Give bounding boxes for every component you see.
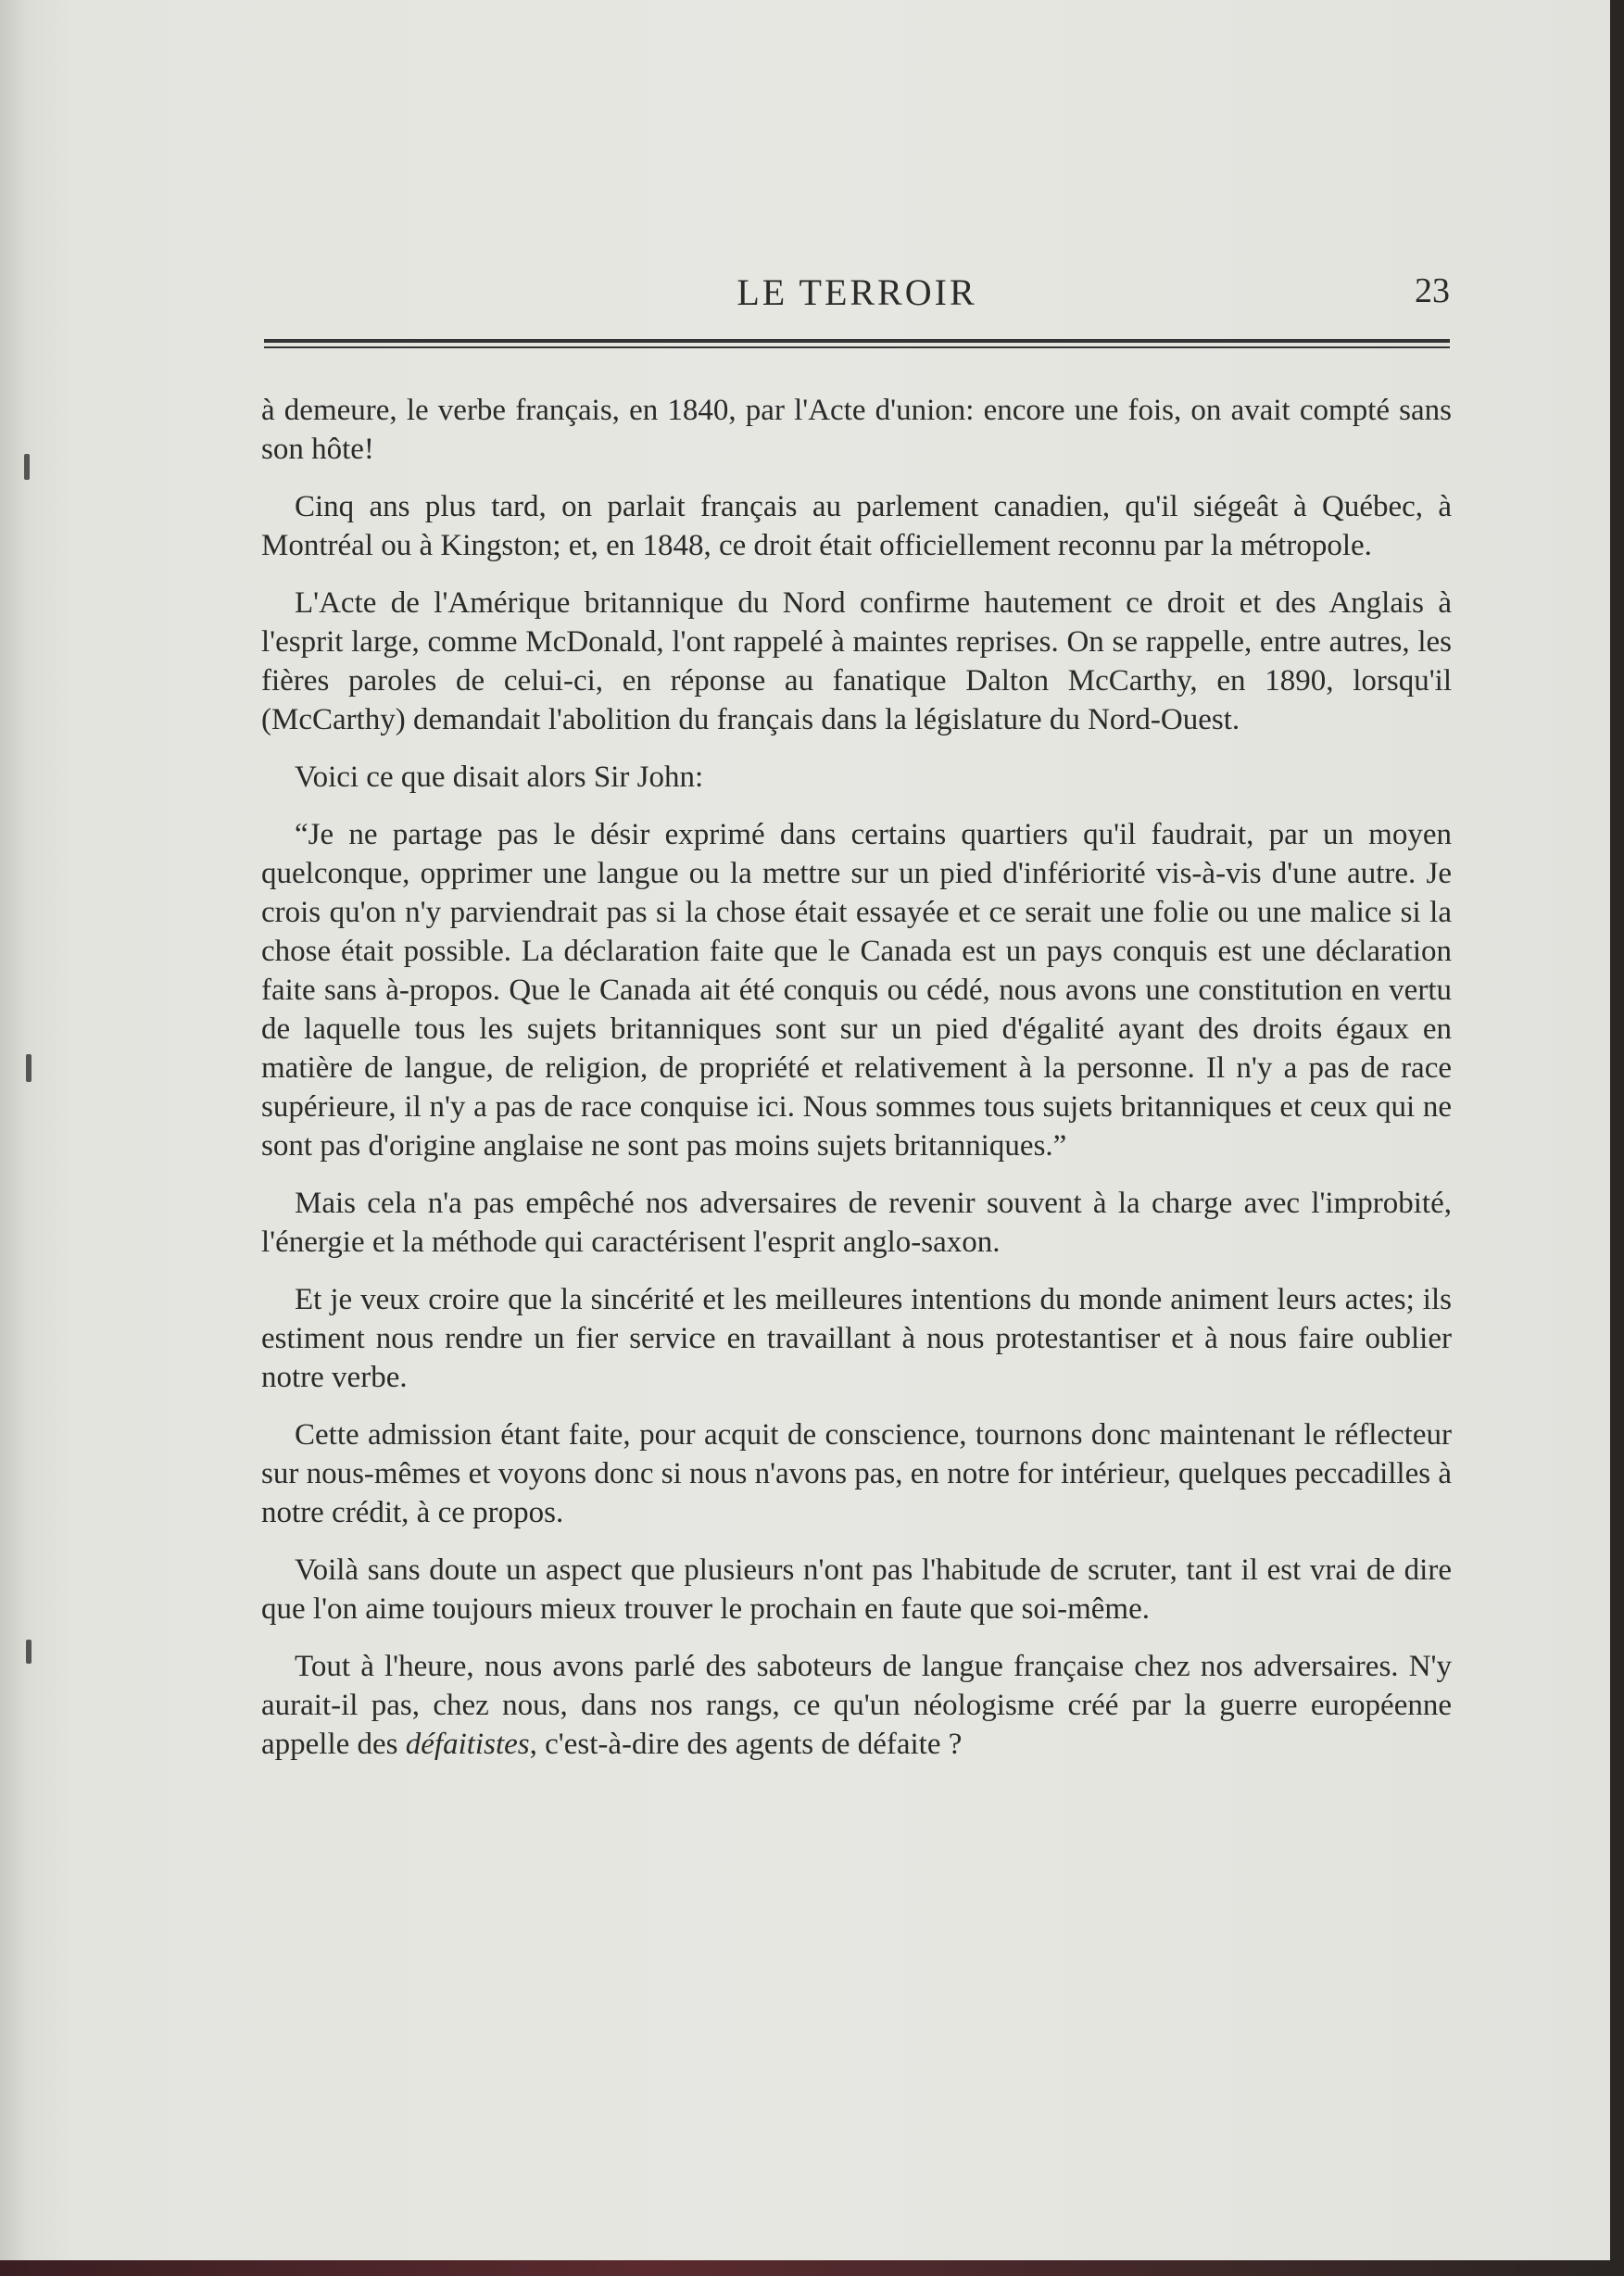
header-rule-thin bbox=[264, 346, 1450, 348]
body-text bbox=[261, 391, 1452, 1782]
italic-term: défaitistes bbox=[405, 1728, 530, 1761]
text-run: Tout à l'heure, nous avons parlé des saboteurs de langue française chez nos adversaires. N'y aurait-il pas, chez nous, dans nos rangs, ce qu'un néologisme créé par la guerre européenne appelle des bbox=[261, 1650, 1452, 1761]
paragraph: L'Acte de l'Amérique britannique du Nord confirme hautement ce droit et des Anglais à l'esprit large, comme McDonald, l'ont rappelé à maintes reprises. On se rappelle, entre autres, les fières paroles de celui-ci, en réponse au fanatique Dalton McCarthy, en 1890, lorsqu'il (McCarthy) demandait l'abolition du français dans la législature du Nord-Ouest. bbox=[261, 586, 1452, 736]
paragraph: Cinq ans plus tard, on parlait français au parlement canadien, qu'il siégeât à Québec, à Montréal ou à Kingston; et, en 1848, ce droit était officiellement reconnu par la métropole. bbox=[261, 490, 1452, 562]
quotation-paragraph: “Je ne partage pas le désir exprimé dans certains quartiers qu'il faudrait, par un moyen quelconque, opprimer une langue ou la mettre sur un pied d'infériorité vis-à-vis d'une autre. Je crois qu'on n'y parviendrait pas si la chose était essayée et ce serait une folie ou une malice si la chose était possible. La déclaration faite que le Canada est un pays conquis est une déclaration faite sans à-propos. Que le Canada ait été conquis ou cédé, nous avons une constitution en vertu de laquelle tous les sujets britanniques sont sur un pied d'égalité ayant des droits égaux en matière de langue, de religion, de propriété et relativement à la personne. Il n'y a pas de race supérieure, il n'y a pas de race conquise ici. Nous sommes tous sujets britanniques et ceux qui ne sont pas d'origine anglaise ne sont pas moins sujets britanniques.” bbox=[261, 818, 1452, 1163]
paragraph: à demeure, le verbe français, en 1840, par l'Acte d'union: encore une fois, on avait compté sans son hôte! bbox=[261, 394, 1452, 466]
paragraph-last bbox=[261, 1647, 1452, 1764]
paragraph: Et je veux croire que la sincérité et les meilleures intentions du monde animent leurs actes; ils estiment nous rendre un fier service en travaillant à nous protestantiser et à nous faire oublier notre verbe. bbox=[261, 1283, 1452, 1394]
page-header bbox=[264, 270, 1450, 326]
running-title: LE TERROIR bbox=[736, 271, 977, 313]
paragraph: Mais cela n'a pas empêché nos adversaires de revenir souvent à la charge avec l'improbité, l'énergie et la méthode qui caractérisent l'esprit anglo-saxon. bbox=[261, 1187, 1452, 1259]
page-edge bbox=[1610, 0, 1624, 2276]
binding-mark bbox=[24, 454, 30, 480]
paragraph: Cette admission étant faite, pour acquit de conscience, tournons donc maintenant le réflecteur sur nous-mêmes et voyons donc si nous n'avons pas, en notre for intérieur, quelques peccadilles à notre crédit, à ce propos. bbox=[261, 1418, 1452, 1529]
text-run: , c'est-à-dire des agents de défaite ? bbox=[529, 1728, 963, 1761]
binding-mark bbox=[26, 1054, 31, 1082]
paragraph: Voici ce que disait alors Sir John: bbox=[295, 761, 704, 794]
page-number: 23 bbox=[1415, 271, 1450, 310]
paragraph: Voilà sans doute un aspect que plusieurs n'ont pas l'habitude de scruter, tant il est vrai de dire que l'on aime toujours mieux trouver le prochain en faute que soi-même. bbox=[261, 1553, 1452, 1626]
header-rule-thick bbox=[264, 339, 1450, 343]
bottom-edge bbox=[0, 2260, 1624, 2276]
binding-mark bbox=[26, 1640, 31, 1664]
